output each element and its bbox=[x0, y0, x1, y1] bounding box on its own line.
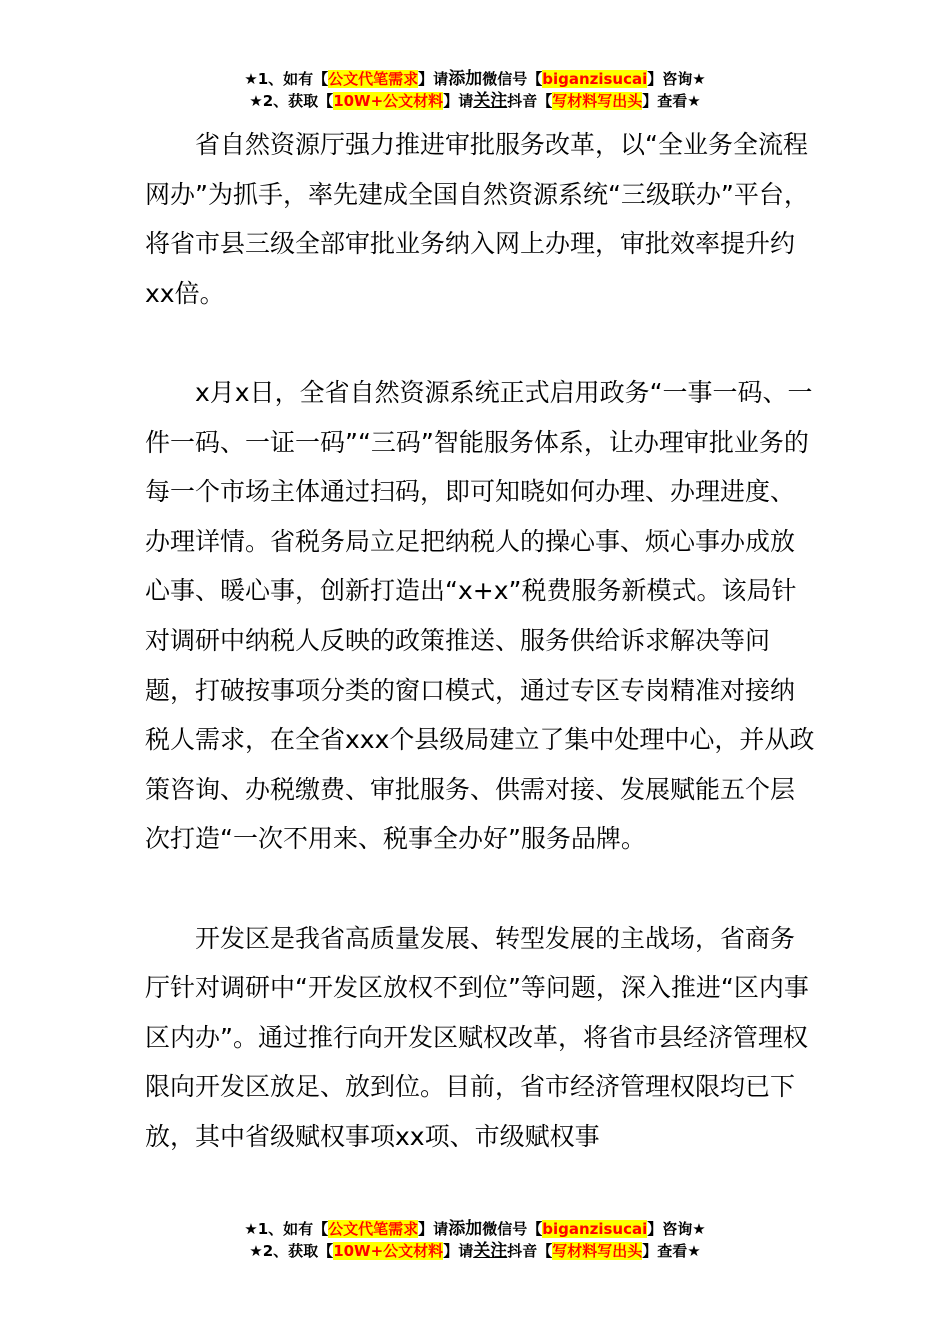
banner-text: 抖音【 bbox=[507, 1242, 553, 1260]
banner-highlight: 10W+公文材料 bbox=[333, 92, 444, 110]
banner-text: 】查看★ bbox=[642, 1242, 701, 1260]
banner-text: 关注 bbox=[473, 1241, 508, 1261]
banner-highlight: 公文代笔需求 bbox=[328, 1220, 419, 1238]
banner-highlight: biganzisucai bbox=[542, 1220, 648, 1238]
banner-text: 添加 bbox=[448, 1219, 483, 1239]
banner-text: 添加 bbox=[448, 69, 483, 89]
banner-text: 微信号【 bbox=[482, 70, 543, 88]
banner-text: 关注 bbox=[473, 91, 508, 111]
header-banner bbox=[0, 68, 950, 112]
paragraph: x月x日，全省自然资源系统正式启用政务“一事一码、一件一码、一证一码”“三码”智能服务体系，让办理审批业务的每一个市场主体通过扫码，即可知晓如何办理、办理进度、办理详情。省税务局立足把纳税人的操心事、烦心事办成放心事、暖心事，创新打造出“x+x”税费服务新模式。该局针对调研中纳税人反映的政策推送、服务供给诉求解决等问题，打破按事项分类的窗口模式，通过专区专岗精准对接纳税人需求，在全省xxx个县级局建立了集中处理中心，并从政策咨询、办税缴费、审批服务、供需对接、发展赋能五个层次打造“一次不用来、税事全办好”服务品牌。 bbox=[145, 377, 815, 854]
banner-text: 】请 bbox=[418, 70, 449, 88]
banner-text: 抖音【 bbox=[507, 92, 553, 110]
banner-text: 】咨询★ bbox=[647, 70, 706, 88]
banner-text: 】查看★ bbox=[642, 92, 701, 110]
banner-text: ★2、获取【 bbox=[249, 1242, 334, 1260]
banner-text: 】请 bbox=[443, 92, 474, 110]
banner-text: ★1、如有【 bbox=[244, 1220, 329, 1238]
banner-line-2 bbox=[0, 90, 950, 112]
banner-line-2 bbox=[0, 1240, 950, 1262]
banner-text: 】请 bbox=[418, 1220, 449, 1238]
banner-line-1 bbox=[0, 1218, 950, 1240]
footer-banner bbox=[0, 1218, 950, 1262]
paragraph: 省自然资源厅强力推进审批服务改革，以“全业务全流程网办”为抓手，率先建成全国自然资源系统“三级联办”平台，将省市县三级全部审批业务纳入网上办理，审批效率提升约xx倍。 bbox=[145, 130, 809, 308]
banner-line-1 bbox=[0, 68, 950, 90]
banner-text: 】请 bbox=[443, 1242, 474, 1260]
banner-text: 】咨询★ bbox=[647, 1220, 706, 1238]
banner-highlight: biganzisucai bbox=[542, 70, 648, 88]
banner-highlight: 写材料写出头 bbox=[552, 92, 643, 110]
banner-highlight: 10W+公文材料 bbox=[333, 1242, 444, 1260]
banner-text: ★2、获取【 bbox=[249, 92, 334, 110]
banner-highlight: 写材料写出头 bbox=[552, 1242, 643, 1260]
paragraph: 开发区是我省高质量发展、转型发展的主战场，省商务厅针对调研中“开发区放权不到位”等问题，深入推进“区内事区内办”。通过推行向开发区赋权改革，将省市县经济管理权限向开发区放足、放到位。目前，省市经济管理权限均已下放，其中省级赋权事项xx项、市级赋权事 bbox=[145, 923, 809, 1151]
document-body bbox=[145, 120, 815, 1161]
banner-text: ★1、如有【 bbox=[244, 70, 329, 88]
banner-highlight: 公文代笔需求 bbox=[328, 70, 419, 88]
banner-text: 微信号【 bbox=[482, 1220, 543, 1238]
